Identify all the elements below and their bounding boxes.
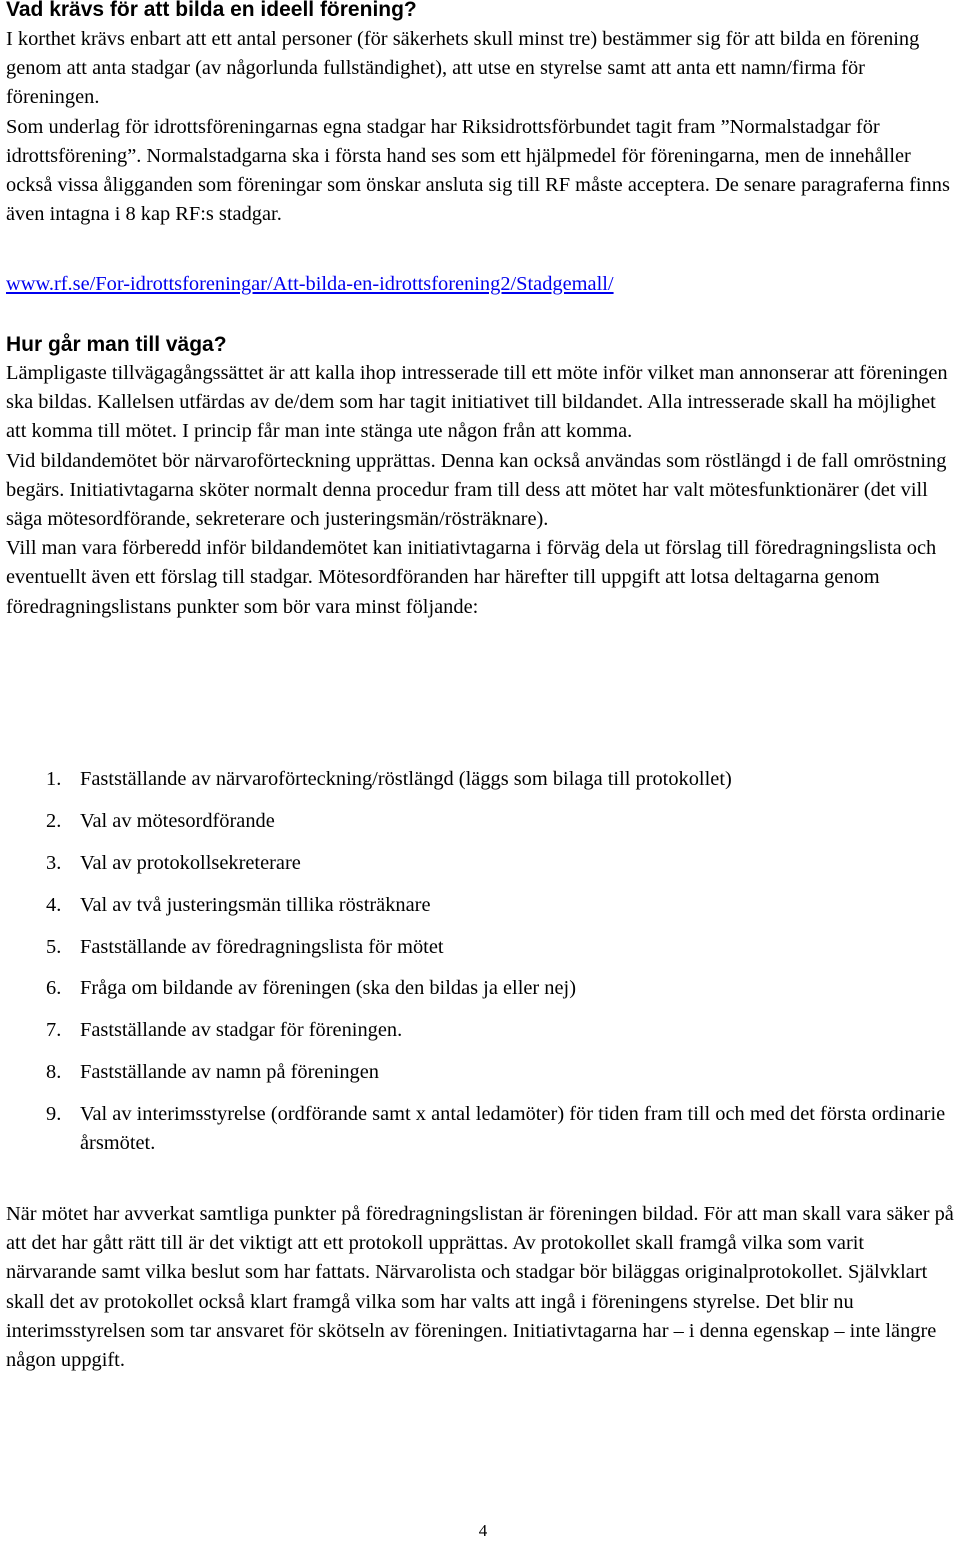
stadgemall-link[interactable]: www.rf.se/For-idrottsforeningar/Att-bilda-en-idrottsforening2/Stadgemall/ bbox=[6, 273, 614, 295]
list-number: 5. bbox=[46, 935, 62, 958]
list-number: 1. bbox=[46, 768, 62, 790]
list-item bbox=[6, 1058, 954, 1087]
list-item bbox=[6, 933, 954, 962]
paragraph: Vill man vara förberedd inför bildandemötet kan initiativtagarna i förväg dela ut förslag till föredragningslista och eventuellt även ett förslag till stadgar. Mötesordföranden har härefter till uppgift att lotsa deltagarna genom föredragningslistans punkter som bör vara minst följande: bbox=[6, 537, 937, 618]
list-number: 7. bbox=[46, 1019, 62, 1042]
list-text: Fastställande av föredragningslista för mötet bbox=[80, 935, 444, 958]
paragraph: I korthet krävs enbart att ett antal personer (för säkerhets skull minst tre) bestämmer sig för att bilda en förening genom att anta stadgar (av någorlunda fullständighet), att utse en styrelse samt att anta ett namn/firma för föreningen. bbox=[6, 28, 920, 109]
list-text: Fråga om bildande av föreningen (ska den bildas ja eller nej) bbox=[80, 977, 576, 1000]
list-text: Val av mötesordförande bbox=[80, 809, 275, 832]
section-heading-procedure: Hur går man till väga? bbox=[6, 333, 227, 356]
list-item bbox=[6, 1100, 954, 1158]
list-text: Val av protokollsekreterare bbox=[80, 851, 301, 874]
closing-paragraph: När mötet har avverkat samtliga punkter på föredragningslistan är föreningen bildad. För att man skall vara säker på att det har gått rätt till är det viktigt att ett protokoll upprättas. Av protokollet skall framgå vilka som varit närvarande samt vilka beslut som har fattats. Närvarolista och stadgar bör biläggas originalprotokollet. Självklart skall det av protokollet också klart framgå vilka som har valts att ingå i föreningens styrelse. Det blir nu interimsstyrelsen som tar ansvaret för skötseln av föreningen. Initiativtagarna har – i denna egenskap – inte längre någon uppgift. bbox=[6, 1203, 954, 1372]
list-number: 4. bbox=[46, 893, 62, 916]
list-item bbox=[6, 1016, 954, 1045]
procedure-text bbox=[6, 359, 954, 622]
intro-text bbox=[6, 25, 954, 229]
list-text: Fastställande av stadgar för föreningen. bbox=[80, 1019, 403, 1042]
list-item bbox=[6, 807, 954, 836]
agenda-list bbox=[6, 765, 954, 1171]
paragraph: Vid bildandemötet bör närvaroförteckning upprättas. Denna kan också användas som röstlängd i de fall omröstning begärs. Initiativtagarna sköter normalt denna procedur fram till dess att mötet har valt mötesfunktionärer (det vill säga mötesordförande, sekreterare och justeringsmän/rösträknare). bbox=[6, 449, 947, 531]
list-number: 8. bbox=[46, 1061, 62, 1084]
section-heading-requirements: Vad krävs för att bilda en ideell förening? bbox=[6, 0, 417, 21]
list-item bbox=[6, 974, 954, 1003]
list-item bbox=[6, 849, 954, 878]
paragraph: Lämpligaste tillvägagångssättet är att kalla ihop intresserade till ett möte inför vilket man annonserar att föreningen ska bildas. Kallelsen utfärdas av de/dem som har tagit initiativet till bildandet. Alla intresserade skall ha möjlighet att komma till mötet. I princip får man inte stänga ute någon från att komma. bbox=[6, 362, 948, 443]
list-text: Val av två justeringsmän tillika rösträknare bbox=[80, 893, 431, 916]
list-number: 3. bbox=[46, 851, 62, 874]
list-number: 2. bbox=[46, 809, 62, 832]
link-row bbox=[6, 270, 614, 299]
list-text: Fastställande av namn på föreningen bbox=[80, 1061, 379, 1084]
list-item bbox=[6, 765, 954, 794]
list-text: Fastställande av närvaroförteckning/röstlängd (läggs som bilaga till protokollet) bbox=[80, 768, 732, 790]
page-number: 4 bbox=[478, 1521, 488, 1540]
list-item bbox=[6, 891, 954, 920]
list-number: 9. bbox=[46, 1103, 62, 1126]
list-text: Val av interimsstyrelse (ordförande samt x antal ledamöter) för tiden fram till och med det första ordinarie årsmötet. bbox=[80, 1103, 946, 1155]
paragraph: Som underlag för idrottsföreningarnas egna stadgar har Riksidrottsförbundet tagit fram ”Normalstadgar för idrottsförening”. Normalstadgarna ska i första hand ses som ett hjälpmedel för föreningarna, men de innehåller också vissa åligganden som föreningar som önskar ansluta sig till RF måste acceptera. De senare paragraferna finns även intagna i 8 kap RF:s stadgar. bbox=[6, 115, 950, 226]
list-number: 6. bbox=[46, 977, 62, 1000]
